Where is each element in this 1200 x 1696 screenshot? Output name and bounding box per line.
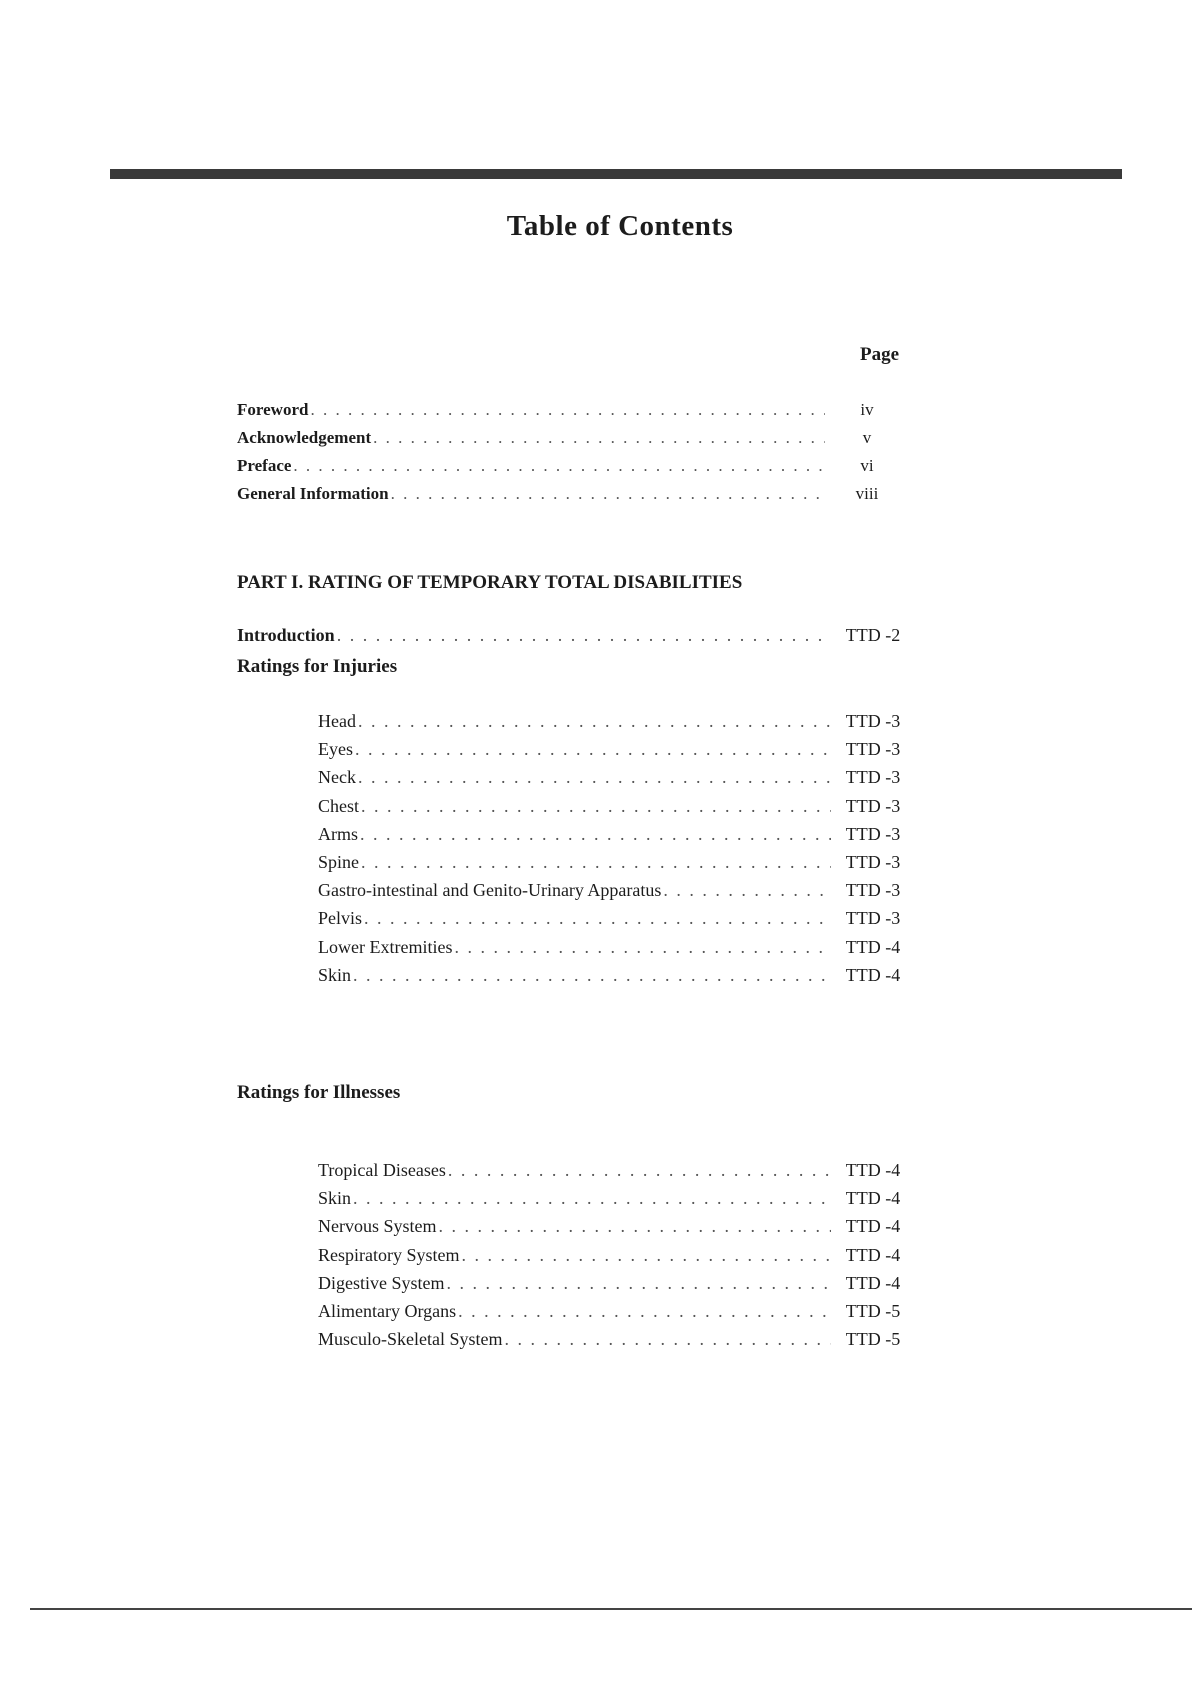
toc-entry-label: Preface [237, 456, 292, 475]
toc-entry-page: TTD -4 [845, 1244, 901, 1265]
toc-entry-page: TTD -3 [845, 908, 901, 929]
toc-entry-label: Respiratory System [318, 1244, 460, 1265]
toc-entry-label: Spine [318, 851, 360, 872]
toc-entry-preface[interactable] [237, 456, 907, 484]
toc-entry-page: TTD -3 [845, 880, 901, 901]
page-column-header: Page [860, 344, 900, 365]
dot-leader [361, 796, 831, 817]
toc-entry-page: TTD -2 [845, 625, 901, 645]
toc-entry[interactable] [318, 1301, 913, 1329]
toc-entry-page: v [862, 428, 872, 447]
injuries-list [318, 711, 913, 993]
toc-entry-page: TTD -5 [845, 1329, 901, 1350]
toc-entry-page: TTD -4 [845, 1188, 901, 1209]
dot-leader [448, 1160, 831, 1181]
toc-entry-page: TTD -4 [845, 1272, 901, 1293]
toc-entry-label: Alimentary Organs [318, 1300, 457, 1321]
dot-leader [358, 711, 831, 732]
toc-entry[interactable] [318, 880, 913, 908]
toc-entry-page: TTD -3 [845, 767, 901, 788]
dot-leader [353, 965, 831, 986]
toc-entry-label: Eyes [318, 739, 353, 760]
toc-entry-page: TTD -4 [845, 964, 901, 985]
toc-entry-label: Acknowledgement [237, 428, 372, 447]
dot-leader [391, 484, 825, 504]
toc-entry[interactable] [318, 1216, 913, 1244]
dot-leader [373, 428, 825, 448]
toc-entry[interactable] [318, 711, 913, 739]
toc-entry[interactable] [318, 937, 913, 965]
illnesses-list [318, 1160, 913, 1357]
toc-entry[interactable] [318, 1160, 913, 1188]
toc-entry-label: Digestive System [318, 1272, 445, 1293]
toc-entry-page: TTD -3 [845, 795, 901, 816]
toc-entry-foreword[interactable] [237, 400, 907, 428]
dot-leader [293, 456, 825, 476]
toc-entry[interactable] [318, 796, 913, 824]
toc-entry-label: Skin [318, 1188, 352, 1209]
toc-entry-page: TTD -4 [845, 1160, 901, 1180]
toc-entry[interactable] [318, 1329, 913, 1357]
dot-leader [361, 852, 831, 873]
toc-entry[interactable] [318, 852, 913, 880]
dot-leader [447, 1273, 832, 1294]
toc-entry-label: Chest [318, 795, 360, 816]
dot-leader [454, 937, 831, 958]
toc-entry-page: iv [860, 400, 874, 419]
dot-leader [439, 1216, 832, 1237]
dot-leader [310, 400, 825, 420]
toc-entry[interactable] [318, 908, 913, 936]
top-horizontal-rule [110, 169, 1122, 179]
toc-entry-introduction[interactable] [237, 625, 913, 653]
toc-entry-page: vi [860, 456, 874, 475]
toc-entry-label: Foreword [237, 400, 309, 419]
dot-leader [504, 1329, 831, 1350]
toc-entry-label: Introduction [237, 625, 335, 645]
introduction-list [237, 625, 913, 653]
toc-entry-page: TTD -3 [845, 711, 901, 731]
toc-entry[interactable] [318, 824, 913, 852]
dot-leader [353, 1188, 831, 1209]
dot-leader [360, 824, 831, 845]
dot-leader [663, 880, 831, 901]
toc-entry-page: TTD -5 [845, 1300, 901, 1321]
toc-entry-page: TTD -3 [845, 823, 901, 844]
toc-entry-label: Tropical Diseases [318, 1160, 446, 1180]
toc-entry-label: Pelvis [318, 908, 363, 929]
toc-entry-label: Skin [318, 964, 352, 985]
toc-entry-page: TTD -4 [845, 936, 901, 957]
toc-entry-label: Arms [318, 823, 358, 844]
toc-entry-page: TTD -3 [845, 739, 901, 760]
dot-leader [358, 767, 831, 788]
toc-entry[interactable] [318, 1188, 913, 1216]
dot-leader [355, 739, 831, 760]
dot-leader [458, 1301, 831, 1322]
front-matter-list [237, 400, 907, 512]
toc-entry-label: Head [318, 711, 356, 731]
page-title: Table of Contents [506, 210, 734, 242]
dot-leader [337, 625, 831, 646]
toc-entry[interactable] [318, 739, 913, 767]
toc-entry-label: General Information [237, 484, 389, 503]
toc-entry-label: Gastro-intestinal and Genito-Urinary Apparatus [318, 880, 662, 901]
toc-entry-label: Nervous System [318, 1216, 437, 1237]
toc-entry-label: Musculo-Skeletal System [318, 1329, 503, 1350]
part-heading: PART I. RATING OF TEMPORARY TOTAL DISABILITIES [237, 572, 743, 593]
toc-entry-page: viii [855, 484, 879, 503]
toc-entry-page: TTD -3 [845, 851, 901, 872]
toc-entry[interactable] [318, 1245, 913, 1273]
toc-entry-label: Neck [318, 767, 356, 788]
injuries-heading: Ratings for Injuries [237, 656, 398, 677]
toc-entry-acknowledgement[interactable] [237, 428, 907, 456]
dot-leader [364, 908, 831, 929]
toc-entry[interactable] [318, 767, 913, 795]
toc-entry-label: Lower Extremities [318, 936, 453, 957]
toc-entry-page: TTD -4 [845, 1216, 901, 1237]
dot-leader [462, 1245, 832, 1266]
toc-entry-general-information[interactable] [237, 484, 907, 512]
toc-entry[interactable] [318, 965, 913, 993]
toc-entry[interactable] [318, 1273, 913, 1301]
bottom-horizontal-rule [30, 1608, 1192, 1610]
illnesses-heading: Ratings for Illnesses [237, 1082, 401, 1103]
